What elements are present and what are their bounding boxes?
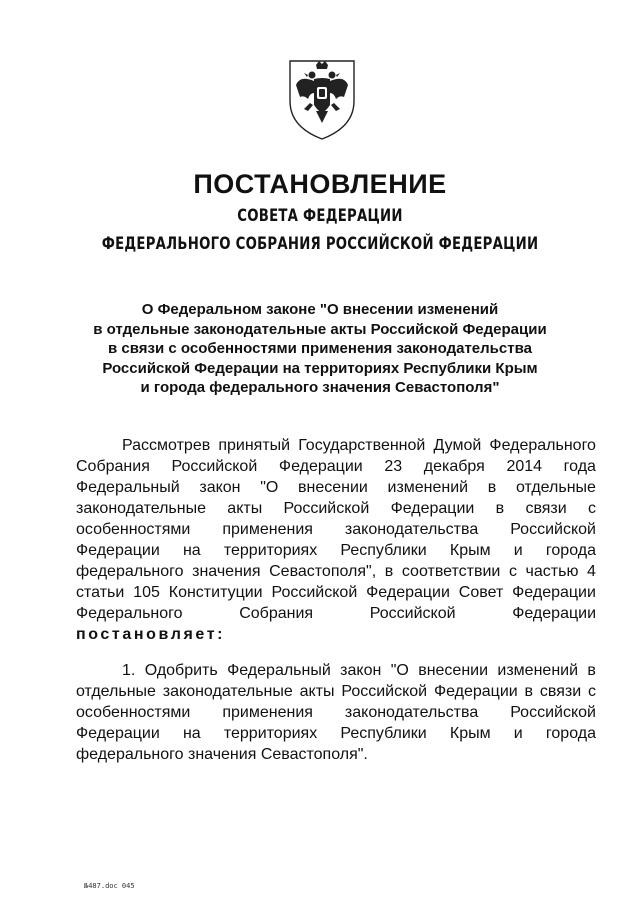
word: в bbox=[587, 662, 596, 679]
word: "О bbox=[390, 662, 409, 679]
word: соответствии bbox=[401, 563, 501, 580]
word: внесении bbox=[297, 479, 368, 496]
word: отдельные bbox=[76, 683, 156, 700]
document-code: №487.doc 045 bbox=[84, 882, 135, 890]
word: связи bbox=[539, 683, 582, 700]
word: Российской bbox=[271, 584, 358, 601]
paragraph-line bbox=[76, 723, 596, 744]
word: законодательные bbox=[76, 500, 206, 517]
word: "О bbox=[260, 479, 279, 496]
word: принятый bbox=[218, 437, 291, 454]
paragraph-line bbox=[76, 603, 596, 624]
word: 4 bbox=[587, 563, 596, 580]
word: закон bbox=[340, 662, 382, 679]
word: в bbox=[487, 479, 497, 496]
word: внесении bbox=[418, 662, 489, 679]
subject-line: в связи с особенностями применения законодательства bbox=[108, 340, 532, 357]
word: Одобрить bbox=[144, 662, 218, 679]
word: Российской bbox=[341, 683, 428, 700]
word: на bbox=[182, 725, 201, 742]
word: Федерации bbox=[433, 683, 518, 700]
word: изменений bbox=[387, 479, 469, 496]
word: Федерального bbox=[76, 605, 183, 622]
word: 105 bbox=[133, 584, 160, 601]
word: территориях bbox=[223, 542, 318, 559]
word: Федеральный bbox=[76, 479, 180, 496]
word: Федерации bbox=[512, 584, 596, 601]
word: частью bbox=[525, 563, 579, 580]
word: с bbox=[587, 683, 596, 700]
word: Государственной bbox=[298, 437, 426, 454]
word: Федерального bbox=[489, 437, 596, 454]
paragraph-line bbox=[76, 498, 596, 519]
preamble-paragraph bbox=[76, 435, 596, 645]
word: Конституции bbox=[168, 584, 263, 601]
word: законодательные bbox=[162, 683, 293, 700]
resolution-item-1 bbox=[76, 660, 596, 765]
subject-line: в отдельные законодательные акты Российской Федерации bbox=[93, 320, 547, 338]
word: города bbox=[545, 542, 596, 559]
word: на bbox=[182, 542, 201, 559]
word: Севастополя", bbox=[269, 563, 377, 580]
word: 23 bbox=[384, 458, 403, 475]
word: акты bbox=[299, 683, 335, 700]
word: статьи bbox=[76, 584, 125, 601]
paragraph-line bbox=[76, 477, 596, 498]
word: Российской bbox=[171, 458, 258, 475]
word: Республики bbox=[340, 725, 427, 742]
paragraph-line bbox=[76, 582, 596, 603]
paragraph-line bbox=[76, 435, 596, 456]
word: связи bbox=[525, 500, 567, 517]
word: Федерации bbox=[366, 584, 450, 601]
paragraph-line bbox=[76, 681, 596, 702]
word: декабря bbox=[423, 458, 485, 475]
word: федерального bbox=[76, 563, 184, 580]
word: применения bbox=[222, 521, 313, 538]
word: в bbox=[495, 500, 505, 517]
coat-of-arms-icon bbox=[286, 55, 358, 141]
word: в bbox=[524, 683, 534, 700]
word: Российской bbox=[510, 521, 596, 538]
word: Российской bbox=[510, 704, 596, 721]
word: Думой bbox=[433, 437, 482, 454]
paragraph-line bbox=[76, 456, 596, 477]
subject-line: и города федерального значения Севастополя" bbox=[140, 379, 500, 396]
paragraph-line bbox=[76, 519, 596, 540]
paragraph-last-line: федерального значения Севастополя". bbox=[76, 746, 368, 763]
word: применения bbox=[222, 704, 313, 721]
word: и bbox=[513, 542, 523, 559]
word: Федерации bbox=[278, 458, 363, 475]
word: изменений bbox=[497, 662, 579, 679]
word: Федеральный bbox=[227, 662, 331, 679]
word: Собрания bbox=[239, 605, 314, 622]
resolves-word: постановляет: bbox=[76, 626, 226, 643]
word: с bbox=[508, 563, 517, 580]
word: Федерации bbox=[76, 725, 160, 742]
issuer-line-2: ФЕДЕРАЛЬНОГО СОБРАНИЯ РОССИЙСКОЙ ФЕДЕРАЦИИ bbox=[101, 234, 539, 254]
word: законодательства bbox=[344, 521, 479, 538]
word: Российской bbox=[283, 500, 370, 517]
word: в bbox=[384, 563, 394, 580]
subject-line: Российской Федерации на территориях Республики Крым bbox=[102, 359, 538, 377]
paragraph-line bbox=[76, 744, 596, 765]
word: Федерации bbox=[512, 605, 596, 622]
word: Российской bbox=[369, 605, 456, 622]
paragraph-line bbox=[76, 660, 596, 681]
subject-line: О Федеральном законе "О внесении изменений bbox=[141, 301, 499, 318]
word: особенностями bbox=[76, 704, 191, 721]
word: закон bbox=[199, 479, 241, 496]
word: отдельные bbox=[515, 479, 596, 496]
word: Крым bbox=[449, 725, 491, 742]
word: 1. bbox=[122, 662, 136, 679]
word: и bbox=[513, 725, 523, 742]
word: с bbox=[588, 500, 596, 517]
word: Крым bbox=[449, 542, 491, 559]
word: законодательства bbox=[344, 704, 479, 721]
word: города bbox=[545, 725, 596, 742]
word: Республики bbox=[340, 542, 427, 559]
word: значения bbox=[192, 563, 261, 580]
document-subject bbox=[0, 300, 640, 398]
paragraph-line bbox=[76, 540, 596, 561]
paragraph-line bbox=[76, 702, 596, 723]
word: Федерации bbox=[390, 500, 475, 517]
word: особенностями bbox=[76, 521, 191, 538]
word: акты bbox=[227, 500, 263, 517]
word: Собрания bbox=[76, 458, 150, 475]
paragraph-line bbox=[76, 561, 596, 582]
issuer-line-1: СОВЕТА ФЕДЕРАЦИИ bbox=[237, 206, 403, 226]
document-title: ПОСТАНОВЛЕНИЕ bbox=[193, 169, 447, 199]
word: 2014 bbox=[506, 458, 543, 475]
word: территориях bbox=[223, 725, 318, 742]
word: Совет bbox=[458, 584, 504, 601]
word: года bbox=[563, 458, 596, 475]
word: Федерации bbox=[76, 542, 160, 559]
paragraph-line bbox=[76, 624, 596, 645]
word: Рассмотрев bbox=[122, 437, 211, 454]
